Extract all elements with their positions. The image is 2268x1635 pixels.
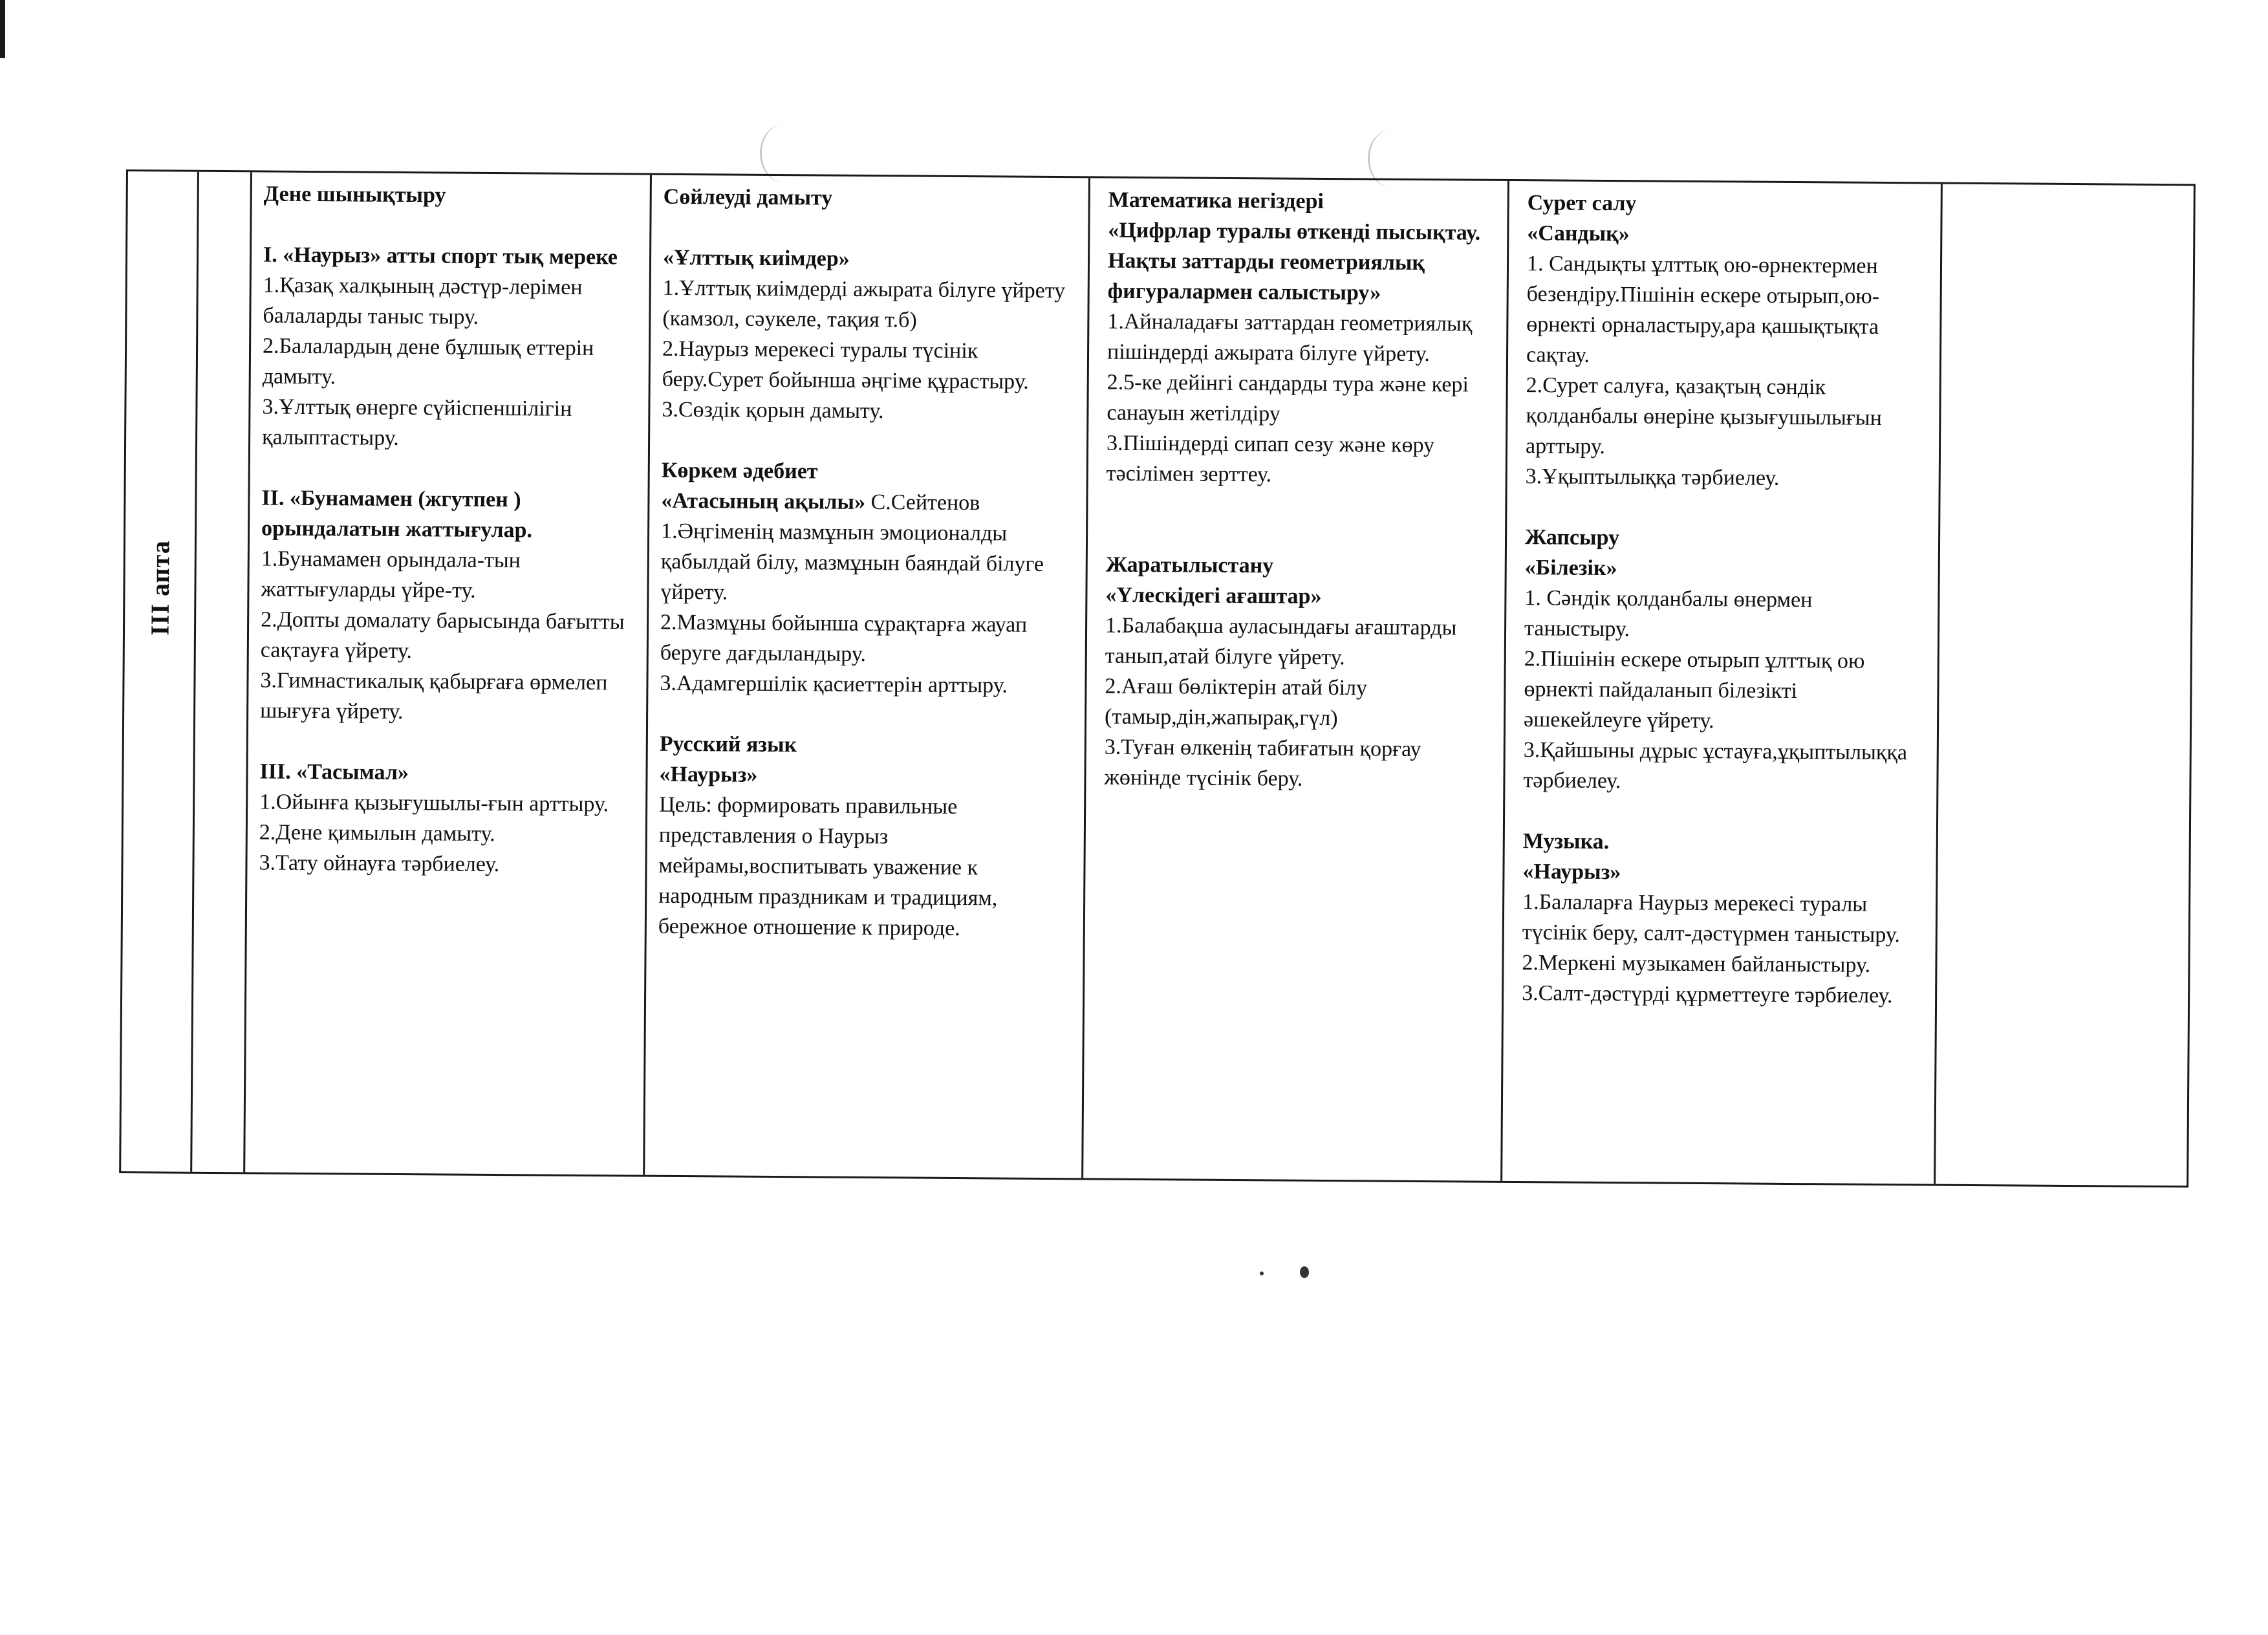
lesson-topic-title: III. «Тасымал» — [259, 759, 409, 785]
subject-title: Русский язык — [659, 731, 797, 757]
lesson-topic-author: С.Сейтенов — [865, 490, 980, 515]
subject-title: Дене шынықтыру — [263, 182, 446, 208]
subject-title: Сөйлеуді дамыту — [663, 184, 833, 210]
week-column — [121, 171, 199, 1172]
objective-line: 3.Гимнастикалық қабырғаға өрмелеп шығуға үйрету. — [260, 668, 608, 724]
objective-line: 1.Ойынға қызығушылы-ғын арттыру. — [259, 790, 609, 817]
spacer — [1523, 796, 1918, 828]
subject-title: Жапсыру — [1524, 525, 1620, 550]
spacer — [660, 698, 1073, 731]
week-label: III апта — [144, 540, 175, 636]
spacer — [662, 425, 1075, 458]
lesson-topic — [1525, 552, 1920, 585]
objective-line: 1.Әңгіменің мазмұнын эмоционалды қабылдай білу, мазмұнын баяндай білуге үйрету. — [660, 519, 1044, 605]
scan-speck — [1260, 1272, 1264, 1275]
objective-line: 2.Ағаш бөліктерін атай білу (тамыр,дін,жапырақ,гүл) — [1105, 674, 1368, 731]
lesson-cell-text — [1522, 188, 1923, 1011]
lesson-topic-title: «Цифрлар туралы өткенді пысықтау. Нақты заттарды геометриялық фигуралармен салыстыру» — [1107, 218, 1481, 305]
lesson-topic-title: I. «Наурыз» атты спорт тық мереке — [263, 243, 618, 270]
objective-line: 2.Пішінін ескере отырып ұлттық ою өрнекті пайдаланып білезікті әшекейлеуге үйрету. — [1523, 647, 1865, 733]
objective-line: 1.Айналадағы заттардан геометриялық пішіндерді ажырата білуге үйрету. — [1107, 309, 1473, 367]
lesson-topic — [1105, 580, 1486, 613]
lesson-topic-title: «Наурыз» — [659, 762, 758, 787]
objective-line: 3.Ұқыптылыққа тәрбиелеу. — [1525, 464, 1780, 490]
lesson-topic — [261, 482, 636, 546]
objective-line: 3.Қайшыны дұрыс ұстауға,ұқыптылыққа тәрбиелеу. — [1523, 738, 1908, 794]
objective-line: 2.5-ке дейінгі сандарды тура және кері санауын жетілдіру — [1107, 370, 1469, 426]
objective-line: 2.Балалардың дене бұлшық еттерін дамыту. — [262, 334, 594, 389]
objective-line: 1.Бунамамен орындала-тын жаттығуларды үйре-ту. — [261, 547, 521, 603]
lesson-topic — [661, 486, 1074, 519]
lesson-topic — [659, 759, 1072, 792]
lesson-plan-table — [119, 169, 2196, 1187]
lesson-cell-text — [1104, 185, 1489, 796]
objective-line: 1.Балабақша ауласындағы ағаштарды танып,атай білуге үйрету. — [1105, 613, 1457, 670]
lesson-topic — [663, 243, 1076, 276]
spacer — [1106, 519, 1487, 552]
subject-title: Математика негіздері — [1108, 188, 1324, 213]
objective-line: 3.Туған өлкенің табиғатын қорғау жөнінде түсінік беру. — [1104, 735, 1421, 791]
spacer — [1106, 489, 1487, 522]
objective-line: 3.Пішіндерді сипап сезу және көру тәсілімен зерттеу. — [1106, 431, 1435, 487]
objective-line: 1.Ұлттық киімдерді ажырата білуге үйрету (камзол, сәукеле, тақия т.б) — [662, 276, 1066, 332]
objective-line: 3.Тату ойнауға тәрбиелеу. — [259, 850, 500, 877]
objective-line: 2.Допты домалату барысында бағытты сақтауға үйрету. — [260, 607, 625, 664]
subject-title: Көркем әдебиет — [661, 458, 818, 484]
lesson-topic — [1108, 215, 1489, 309]
objective-line: 1. Сандықты ұлттық ою-өрнектермен безендіру.Пішінін ескере отырып,ою-өрнекті орналастыру,ара қашықтықта сақтау. — [1526, 252, 1880, 367]
objective-line: 3.Адамгершілік қасиеттерін арттыру. — [660, 671, 1008, 698]
subject-title: Сурет салу — [1527, 191, 1637, 216]
lesson-topic-title: «Үлескідегі ағаштар» — [1105, 583, 1322, 609]
spacer — [260, 726, 634, 759]
objective-line: 3.Сөздік қорын дамыту. — [662, 397, 884, 424]
lesson-topic-title: «Наурыз» — [1522, 860, 1621, 885]
spacer — [1525, 492, 1920, 525]
lesson-topic — [1522, 856, 1917, 889]
lesson-topic-title: «Ұлттық киімдер» — [662, 245, 850, 271]
spacer — [663, 212, 1076, 245]
objective-line: 2.Меркені музыкамен байланыстыру. — [1522, 951, 1871, 977]
notes-column — [1936, 184, 2194, 1186]
subject-title: Жаратылыстану — [1105, 552, 1274, 578]
objective-line: 1.Қазақ халқының дәстүр-лерімен балаларды таныс тыру. — [263, 273, 583, 329]
lesson-cell-4 — [1502, 181, 1943, 1184]
lesson-cell-text — [658, 182, 1077, 944]
lesson-cell-1 — [245, 172, 652, 1175]
scan-speck — [1300, 1266, 1309, 1278]
objective-line: 2.Наурыз мерекесі туралы түсінік беру.Сурет бойынша әңгіме құрастыру. — [662, 336, 1029, 394]
objective-line: 1.Балаларға Наурыз мерекесі туралы түсінік беру, салт-дәстүрмен таныстыру. — [1522, 890, 1901, 947]
lesson-topic-title: «Білезік» — [1524, 556, 1617, 581]
lesson-topic — [259, 756, 634, 789]
lesson-topic — [1527, 218, 1922, 251]
lesson-topic-title: «Сандық» — [1527, 221, 1630, 246]
lesson-cell-text — [259, 179, 638, 880]
objective-line: 2.Мазмұны бойынша сұрақтарға жауап беруге дағдыландыру. — [660, 610, 1028, 667]
scan-edge-mark — [0, 0, 5, 58]
objective-line: 3.Ұлттық өнерге сүйіспеншілігін қалыптастыру. — [261, 395, 572, 450]
spacer — [262, 452, 636, 485]
lesson-cell-3 — [1083, 178, 1509, 1180]
lesson-topic — [263, 239, 638, 272]
objective-line: 3.Салт-дәстүрді құрметтеуге тәрбиелеу. — [1522, 981, 1893, 1008]
lesson-cell-2 — [645, 175, 1090, 1178]
objective-line: 2.Сурет салуға, қазақтың сәндік қолданбалы өнеріне қызығушылығын арттыру. — [1525, 373, 1883, 459]
objective-line: 2.Дене қимылын дамыту. — [259, 820, 495, 847]
day-column — [192, 172, 252, 1173]
lesson-topic-title: «Атасының ақылы» — [661, 488, 866, 514]
objective-line: Цель: формировать правильные представления о Наурыз мейрамы,воспитывать уважение к народным праздникам и традициям, бережное отношение к природе. — [658, 792, 998, 941]
spacer — [263, 209, 638, 242]
subject-title: Музыка. — [1522, 829, 1610, 854]
objective-line: 1. Сәндік қолданбалы өнермен таныстыру. — [1524, 586, 1813, 642]
lesson-topic-title: II. «Бунамамен (жгутпен ) орындалатын жаттығулар. — [261, 486, 533, 543]
